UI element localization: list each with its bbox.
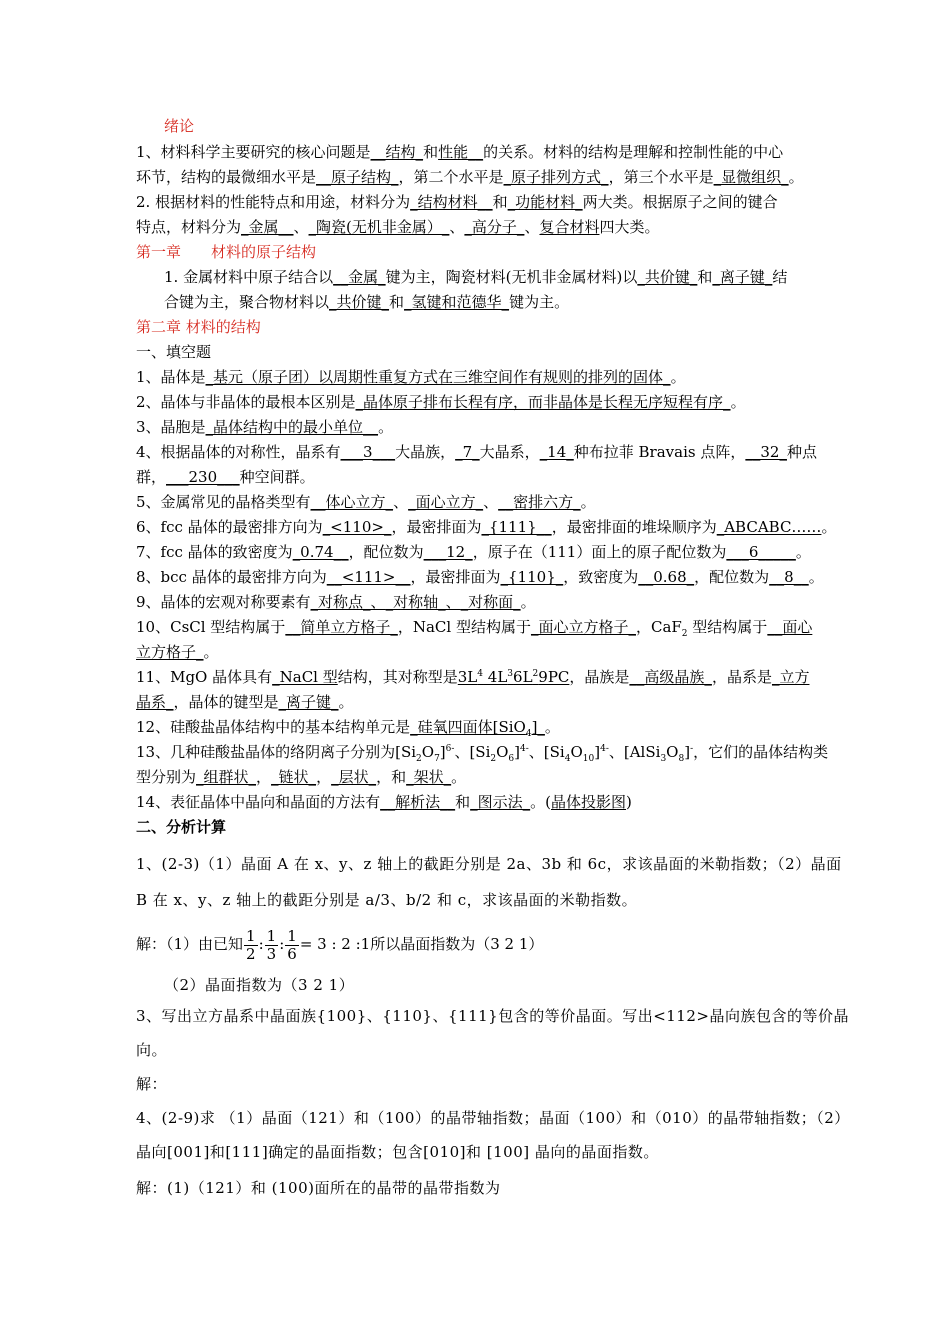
ch1-line2: 合键为主，聚合物材料以_共价键_和_氢键和范德华_键为主。 — [164, 293, 570, 311]
intro-q2-line1: 2. 根据材料的性能特点和用途，材料分为_结构材料__和_功能材料_两大类。根据原子之间的键合 — [136, 193, 778, 211]
ch2-item-2: 2、晶体与非晶体的最根本区别是_晶体原子排布长程有序，而非晶体是长程无序短程有序_。 — [136, 393, 746, 411]
analysis-q3-line1: 3、写出立方晶系中晶面族{100}、{110}、{111}包含的等价晶面。写出<112>晶向族包含的等价晶 — [136, 1007, 849, 1025]
chapter2-title: 第二章 材料的结构 — [136, 318, 261, 336]
fraction-1-6: $\frac{1}{6}$ — [287, 926, 297, 963]
ch2-item-10-line1: 10、CsCl 型结构属于__简单立方格子_，NaCl 型结构属于_面心立方格子_，CaF$_2$ 型结构属于__面心 — [136, 618, 813, 639]
intro-q2-line2: 特点，材料分为_金属__、_陶瓷(无机非金属）_、_高分子_、复合材料四大类。 — [136, 218, 660, 236]
ch2-item-7: 7、fcc 晶体的致密度为_0.74__，配位数为___12_，原子在（111）面上的原子配位数为___6_____。 — [136, 543, 811, 561]
ch2-item-3: 3、晶胞是_晶体结构中的最小单位__。 — [136, 418, 394, 436]
ch2-item-10-line2: 立方格子_。 — [136, 643, 219, 661]
ch2-item-8: 8、bcc 晶体的最密排方向为__<111>__，最密排面为_{110}_，致密度为__0.68_，配位数为__8__。 — [136, 568, 824, 586]
ch2-item-4-line2: 群，___230___种空间群。 — [136, 468, 315, 486]
section-fill-blank: 一、填空题 — [136, 343, 212, 361]
ch2-item-13-line1: 13、几种硅酸盐晶体的络阴离子分别为$[Si_2O_7]^{6-}$、$[Si_2O_6]^{4-}$、$[Si_4O_{10}]^{4-}$、$[AlSi_3O_8]^-$，它们的晶体结构类 — [136, 743, 829, 764]
analysis-q1-solution1: 解：（1）由已知 $\frac{1}{2}$ : $\frac{1}{3}$ : $\frac{1}{6}$ = 3 : 2 :1所以晶面指数为（3 2 1） — [136, 926, 544, 963]
section-analysis-title: 二、分析计算 — [136, 818, 227, 836]
chapter1-title: 第一章 材料的原子结构 — [136, 243, 317, 261]
analysis-q4-line2: 晶向[001]和[111]确定的晶面指数；包含[010]和 [100] 晶向的晶面指数。 — [136, 1143, 659, 1161]
ch2-item-5: 5、金属常见的晶格类型有__体心立方_、_面心立方_、__密排六方_。 — [136, 493, 596, 511]
fraction-1-3: $\frac{1}{3}$ — [266, 926, 277, 963]
analysis-q1-line1: 1、(2-3)（1）晶面 A 在 x、y、z 轴上的截距分别是 2a、3b 和 6c，求该晶面的米勒指数；（2）晶面 — [136, 855, 842, 873]
analysis-q3-solution: 解： — [136, 1075, 168, 1093]
analysis-q3-line2: 向。 — [136, 1041, 168, 1059]
ch2-item-1: 1、晶体是_基元（原子团）以周期性重复方式在三维空间作有规则的排列的固体_。 — [136, 368, 686, 386]
ch2-item-9: 9、晶体的宏观对称要素有_对称点_、_对称轴_、_对称面_。 — [136, 593, 536, 611]
intro-title: 绪论 — [164, 117, 195, 135]
ch1-line1: 1. 金属材料中原子结合以__金属_键为主，陶瓷材料(无机非金属材料)以_共价键_和_离子键_结 — [164, 268, 788, 286]
analysis-q4-solution: 解：(1)（121）和 (100)面所在的晶带的晶带指数为 — [136, 1179, 501, 1197]
ch2-item-14: 14、表征晶体中晶向和晶面的方法有__解析法__和_图示法_。(晶体投影图) — [136, 793, 632, 811]
ch2-item-13-line2: 型分别为_组群状_，_链状_，_层状_，和_架状_。 — [136, 768, 467, 786]
ch2-item-4-line1: 4、根据晶体的对称性，晶系有___3___大晶族，_7_大晶系，_14_种布拉菲 Bravais 点阵，__32_种点 — [136, 443, 817, 461]
ch2-item-11-line2: 晶系_，晶体的键型是_离子键_。 — [136, 693, 354, 711]
ch2-item-6: 6、fcc 晶体的最密排方向为_<110>_，最密排面为_{111}__，最密排面的堆垛顺序为_ABCABC……。 — [136, 518, 837, 536]
analysis-q4-line1: 4、(2-9)求 （1）晶面（121）和（100）的晶带轴指数；晶面（100）和（010）的晶带轴指数；（2） — [136, 1109, 850, 1127]
analysis-q1-line2: B 在 x、y、z 轴上的截距分别是 a/3、b/2 和 c，求该晶面的米勒指数。 — [136, 891, 638, 909]
ch2-item-11-line1: 11、MgO 晶体具有_NaCl 型结构，其对称型是$3L^4$ $4L^36L^29PC$，晶族是__高级晶族_，晶系是_立方 — [136, 668, 810, 686]
fraction-1-2: $\frac{1}{2}$ — [246, 926, 256, 963]
ch2-item-12: 12、硅酸盐晶体结构中的基本结构单元是_硅氧四面体[SiO$_4$]_。 — [136, 718, 560, 739]
intro-q1-line2: 环节，结构的最微细水平是__原子结构_，第二个水平是_原子排列方式_，第三个水平是_显微组织_。 — [136, 168, 804, 186]
analysis-q1-solution2: （2）晶面指数为（3 2 1） — [164, 976, 355, 994]
intro-q1-line1: 1、材料科学主要研究的核心问题是__结构_和性能__的关系。材料的结构是理解和控制性能的中心 — [136, 143, 784, 161]
